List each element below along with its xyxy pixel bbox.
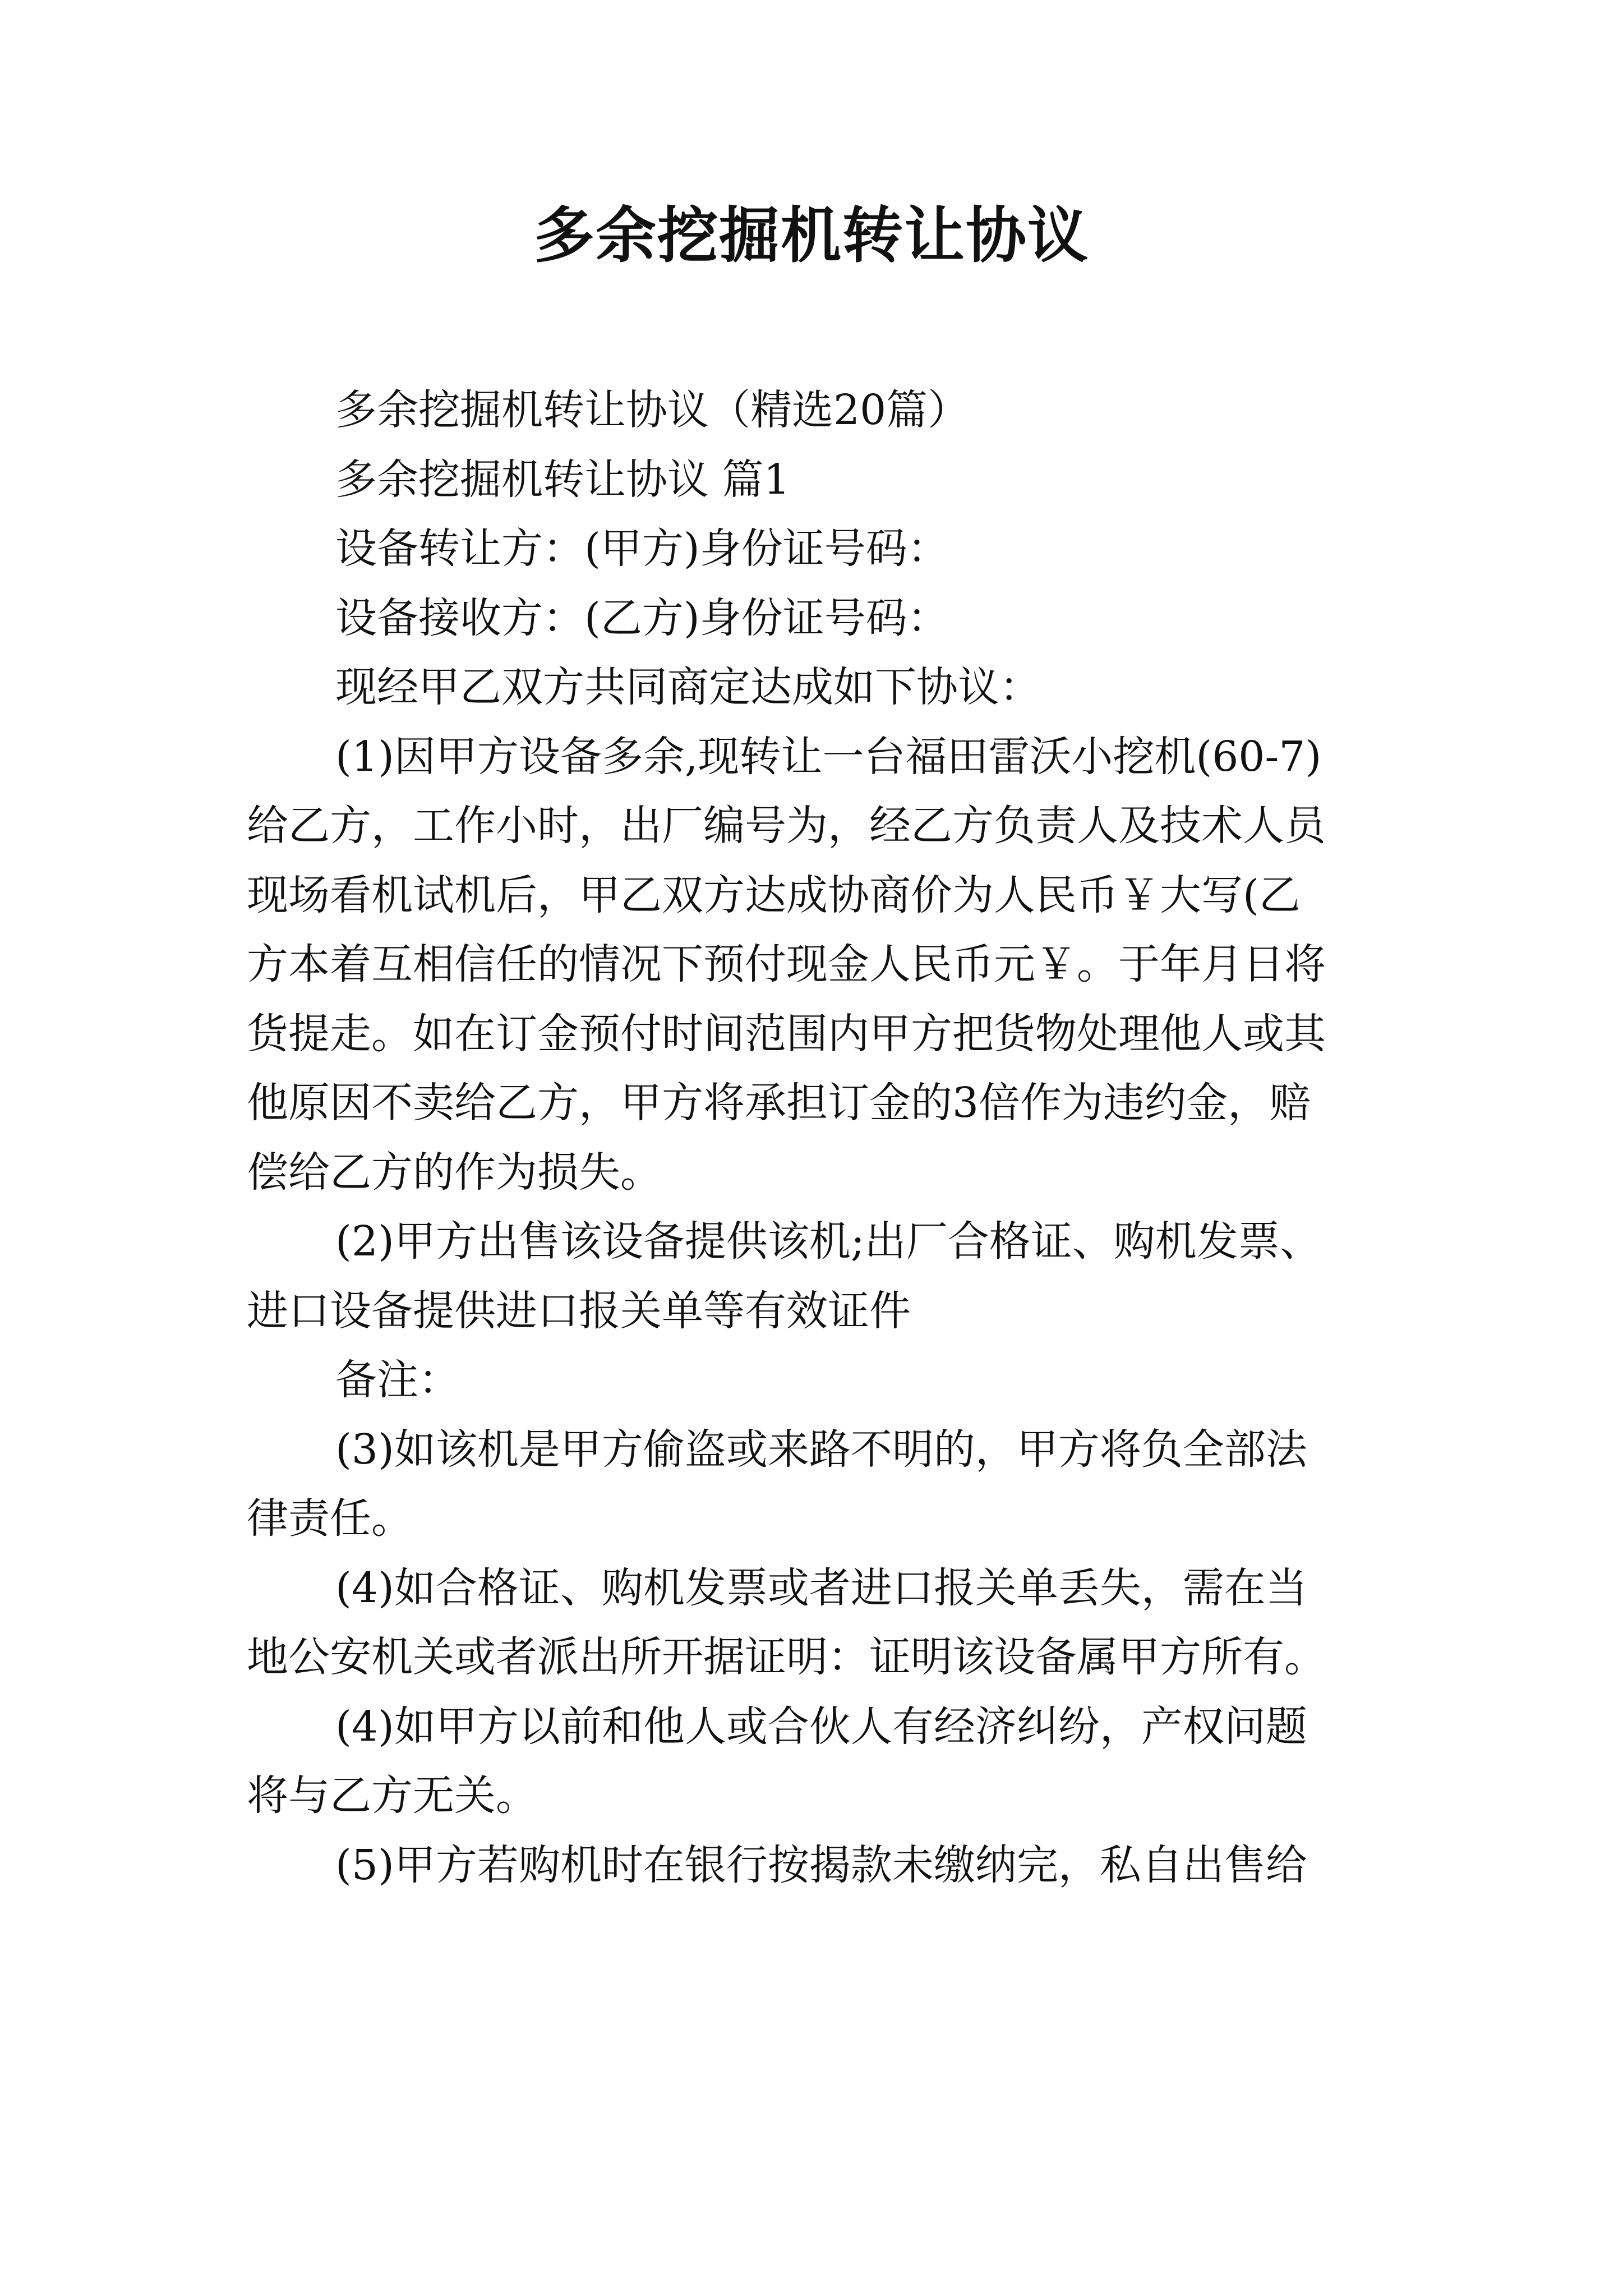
document-body bbox=[247, 376, 1385, 1900]
text-line: 多余挖掘机转让协议 篇1 bbox=[335, 455, 790, 504]
text-line: (2)甲方出售该设备提供该机;出厂合格证、购机发票、 bbox=[335, 1217, 1321, 1266]
text-line: 进口设备提供进口报关单等有效证件 bbox=[247, 1286, 911, 1335]
text-line: (4)如合格证、购机发票或者进口报关单丢失，需在当 bbox=[335, 1563, 1307, 1612]
text-line: (3)如该机是甲方偷盗或来路不明的，甲方将负全部法 bbox=[335, 1425, 1307, 1474]
text-line: 设备接收方：(乙方)身份证号码： bbox=[335, 593, 949, 642]
paragraph-clause-4b bbox=[247, 1692, 1385, 1831]
text-line: 将与乙方无关。 bbox=[247, 1772, 537, 1820]
paragraph-clause-2 bbox=[247, 1207, 1385, 1346]
text-line: (5)甲方若购机时在银行按揭款未缴纳完，私自出售给 bbox=[335, 1841, 1307, 1889]
paragraph-intro bbox=[247, 653, 1385, 723]
text-line: 律责任。 bbox=[247, 1494, 413, 1543]
paragraph-clause-3 bbox=[247, 1415, 1385, 1554]
text-line: (4)如甲方以前和他人或合伙人有经济纠纷，产权问题 bbox=[335, 1702, 1307, 1751]
document-title: 多余挖掘机转让协议 bbox=[533, 200, 1089, 271]
text-line: 现场看机试机后，甲乙双方达成协商价为人民币￥大写(乙 bbox=[247, 871, 1301, 919]
paragraph-section-heading bbox=[247, 445, 1385, 515]
text-line: 现经甲乙双方共同商定达成如下协议： bbox=[335, 663, 1041, 711]
text-line: 偿给乙方的作为损失。 bbox=[247, 1148, 662, 1197]
text-line: 地公安机关或者派出所开据证明：证明该设备属甲方所有。 bbox=[247, 1633, 1326, 1681]
paragraph-remarks bbox=[247, 1346, 1385, 1415]
paragraph-transferor bbox=[247, 514, 1385, 584]
paragraph-clause-5 bbox=[247, 1831, 1385, 1901]
text-line: 他原因不卖给乙方，甲方将承担订金的3倍作为违约金，赔 bbox=[247, 1079, 1311, 1127]
text-line: 设备转让方：(甲方)身份证号码： bbox=[335, 524, 949, 573]
paragraph-subtitle bbox=[247, 376, 1385, 445]
paragraph-receiver bbox=[247, 584, 1385, 654]
text-line: 多余挖掘机转让协议（精选20篇） bbox=[335, 386, 970, 434]
text-line: (1)因甲方设备多余,现转让一台福田雷沃小挖机(60-7) bbox=[335, 732, 1322, 781]
text-line: 备注： bbox=[335, 1356, 460, 1404]
paragraph-clause-4a bbox=[247, 1554, 1385, 1692]
paragraph-clause-1 bbox=[247, 723, 1385, 1208]
text-line: 给乙方，工作小时，出厂编号为，经乙方负责人及技术人员 bbox=[247, 802, 1326, 850]
text-line: 货提走。如在订金预付时间范围内甲方把货物处理他人或其 bbox=[247, 1009, 1326, 1058]
text-line: 方本着互相信任的情况下预付现金人民币元￥。于年月日将 bbox=[247, 940, 1326, 988]
